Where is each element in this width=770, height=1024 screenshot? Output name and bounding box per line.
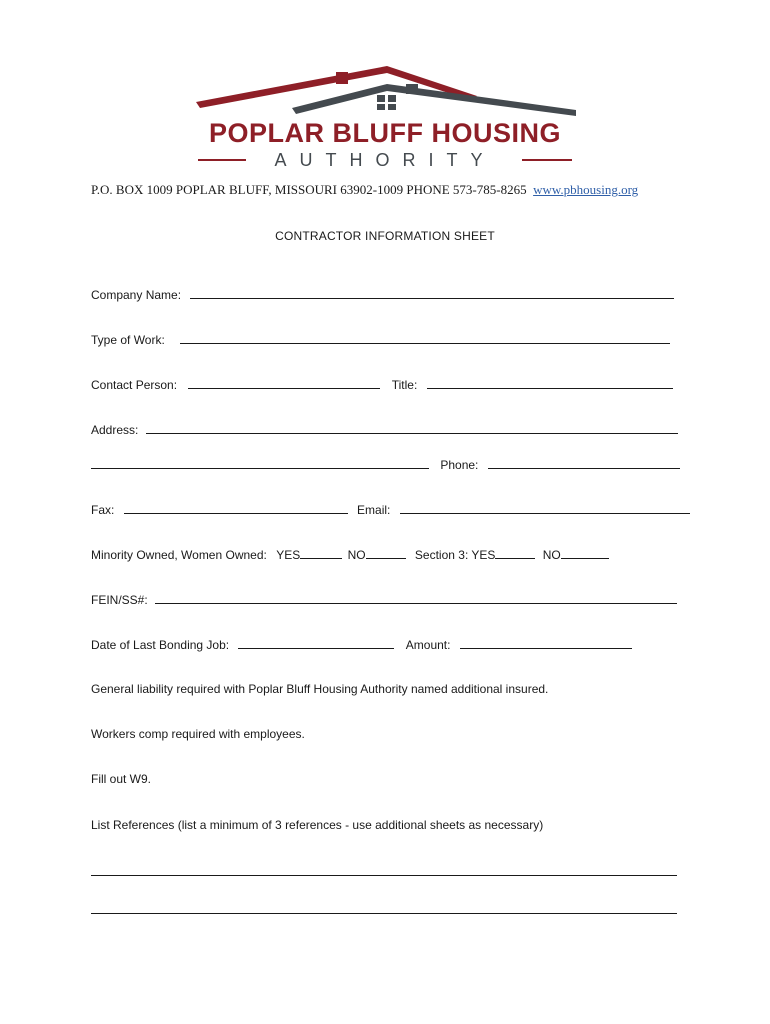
minority-owned-row <box>91 546 609 563</box>
logo-name: POPLAR BLUFF HOUSING <box>209 118 561 148</box>
bonding-row <box>91 636 632 653</box>
section3-no-field[interactable] <box>561 546 609 559</box>
reference-line-1-field[interactable] <box>91 863 677 876</box>
logo-rule-right <box>522 159 572 161</box>
address-field[interactable] <box>146 421 678 434</box>
phone-field[interactable] <box>488 456 680 469</box>
fein-field[interactable] <box>155 591 677 604</box>
mailing-address: P.O. BOX 1009 POPLAR BLUFF, MISSOURI 63902-1009 PHONE 573-785-8265 <box>91 182 527 197</box>
fein-row <box>91 591 677 608</box>
type-of-work-row <box>91 331 670 348</box>
amount-label: Amount: <box>405 638 451 652</box>
section3-yes-label: Section 3: YES <box>414 548 496 562</box>
company-name-label: Company Name: <box>91 288 182 302</box>
phone-label: Phone: <box>440 458 479 472</box>
w9-note: Fill out W9. <box>91 772 152 786</box>
references-note: List References (list a minimum of 3 references - use additional sheets as necessary) <box>91 818 544 832</box>
liability-note: General liability required with Poplar Bluff Housing Authority named additional insured. <box>91 682 549 696</box>
housing-authority-logo <box>192 62 578 170</box>
fax-field[interactable] <box>124 501 348 514</box>
title-label: Title: <box>391 378 418 392</box>
minority-owned-label: Minority Owned, Women Owned: <box>91 548 267 562</box>
amount-field[interactable] <box>460 636 632 649</box>
bonding-label: Date of Last Bonding Job: <box>91 638 230 652</box>
address-line-2-field[interactable] <box>91 456 429 469</box>
address-row <box>91 421 678 438</box>
bonding-date-field[interactable] <box>238 636 394 649</box>
title-field[interactable] <box>427 376 673 389</box>
fax-email-row <box>91 501 690 518</box>
contact-person-field[interactable] <box>188 376 380 389</box>
fein-label: FEIN/SS#: <box>91 593 148 607</box>
contact-person-row <box>91 376 673 393</box>
company-name-row <box>91 286 674 303</box>
type-of-work-field[interactable] <box>180 331 670 344</box>
minority-yes-field[interactable] <box>300 546 342 559</box>
email-field[interactable] <box>400 501 690 514</box>
house-roof-icon <box>192 62 578 120</box>
reference-line-2-field[interactable] <box>91 901 677 914</box>
reference-line-2-row <box>91 901 677 918</box>
fax-label: Fax: <box>91 503 115 517</box>
company-name-field[interactable] <box>190 286 674 299</box>
reference-line-1-row <box>91 863 677 880</box>
address-phone-row <box>91 456 680 473</box>
minority-no-label: NO <box>347 548 366 562</box>
website-link[interactable]: www.pbhousing.org <box>533 182 639 197</box>
type-of-work-label: Type of Work: <box>91 333 165 347</box>
contact-address-line <box>91 182 691 198</box>
logo-subtitle: AUTHORITY <box>274 150 496 170</box>
section3-yes-field[interactable] <box>495 546 535 559</box>
page-title: CONTRACTOR INFORMATION SHEET <box>275 229 495 243</box>
section3-no-label: NO <box>542 548 561 562</box>
minority-yes-label: YES <box>276 548 301 562</box>
address-label: Address: <box>91 423 139 437</box>
logo-rule-left <box>198 159 246 161</box>
workers-comp-note: Workers comp required with employees. <box>91 727 305 741</box>
contact-person-label: Contact Person: <box>91 378 178 392</box>
email-label: Email: <box>357 503 391 517</box>
minority-no-field[interactable] <box>366 546 406 559</box>
